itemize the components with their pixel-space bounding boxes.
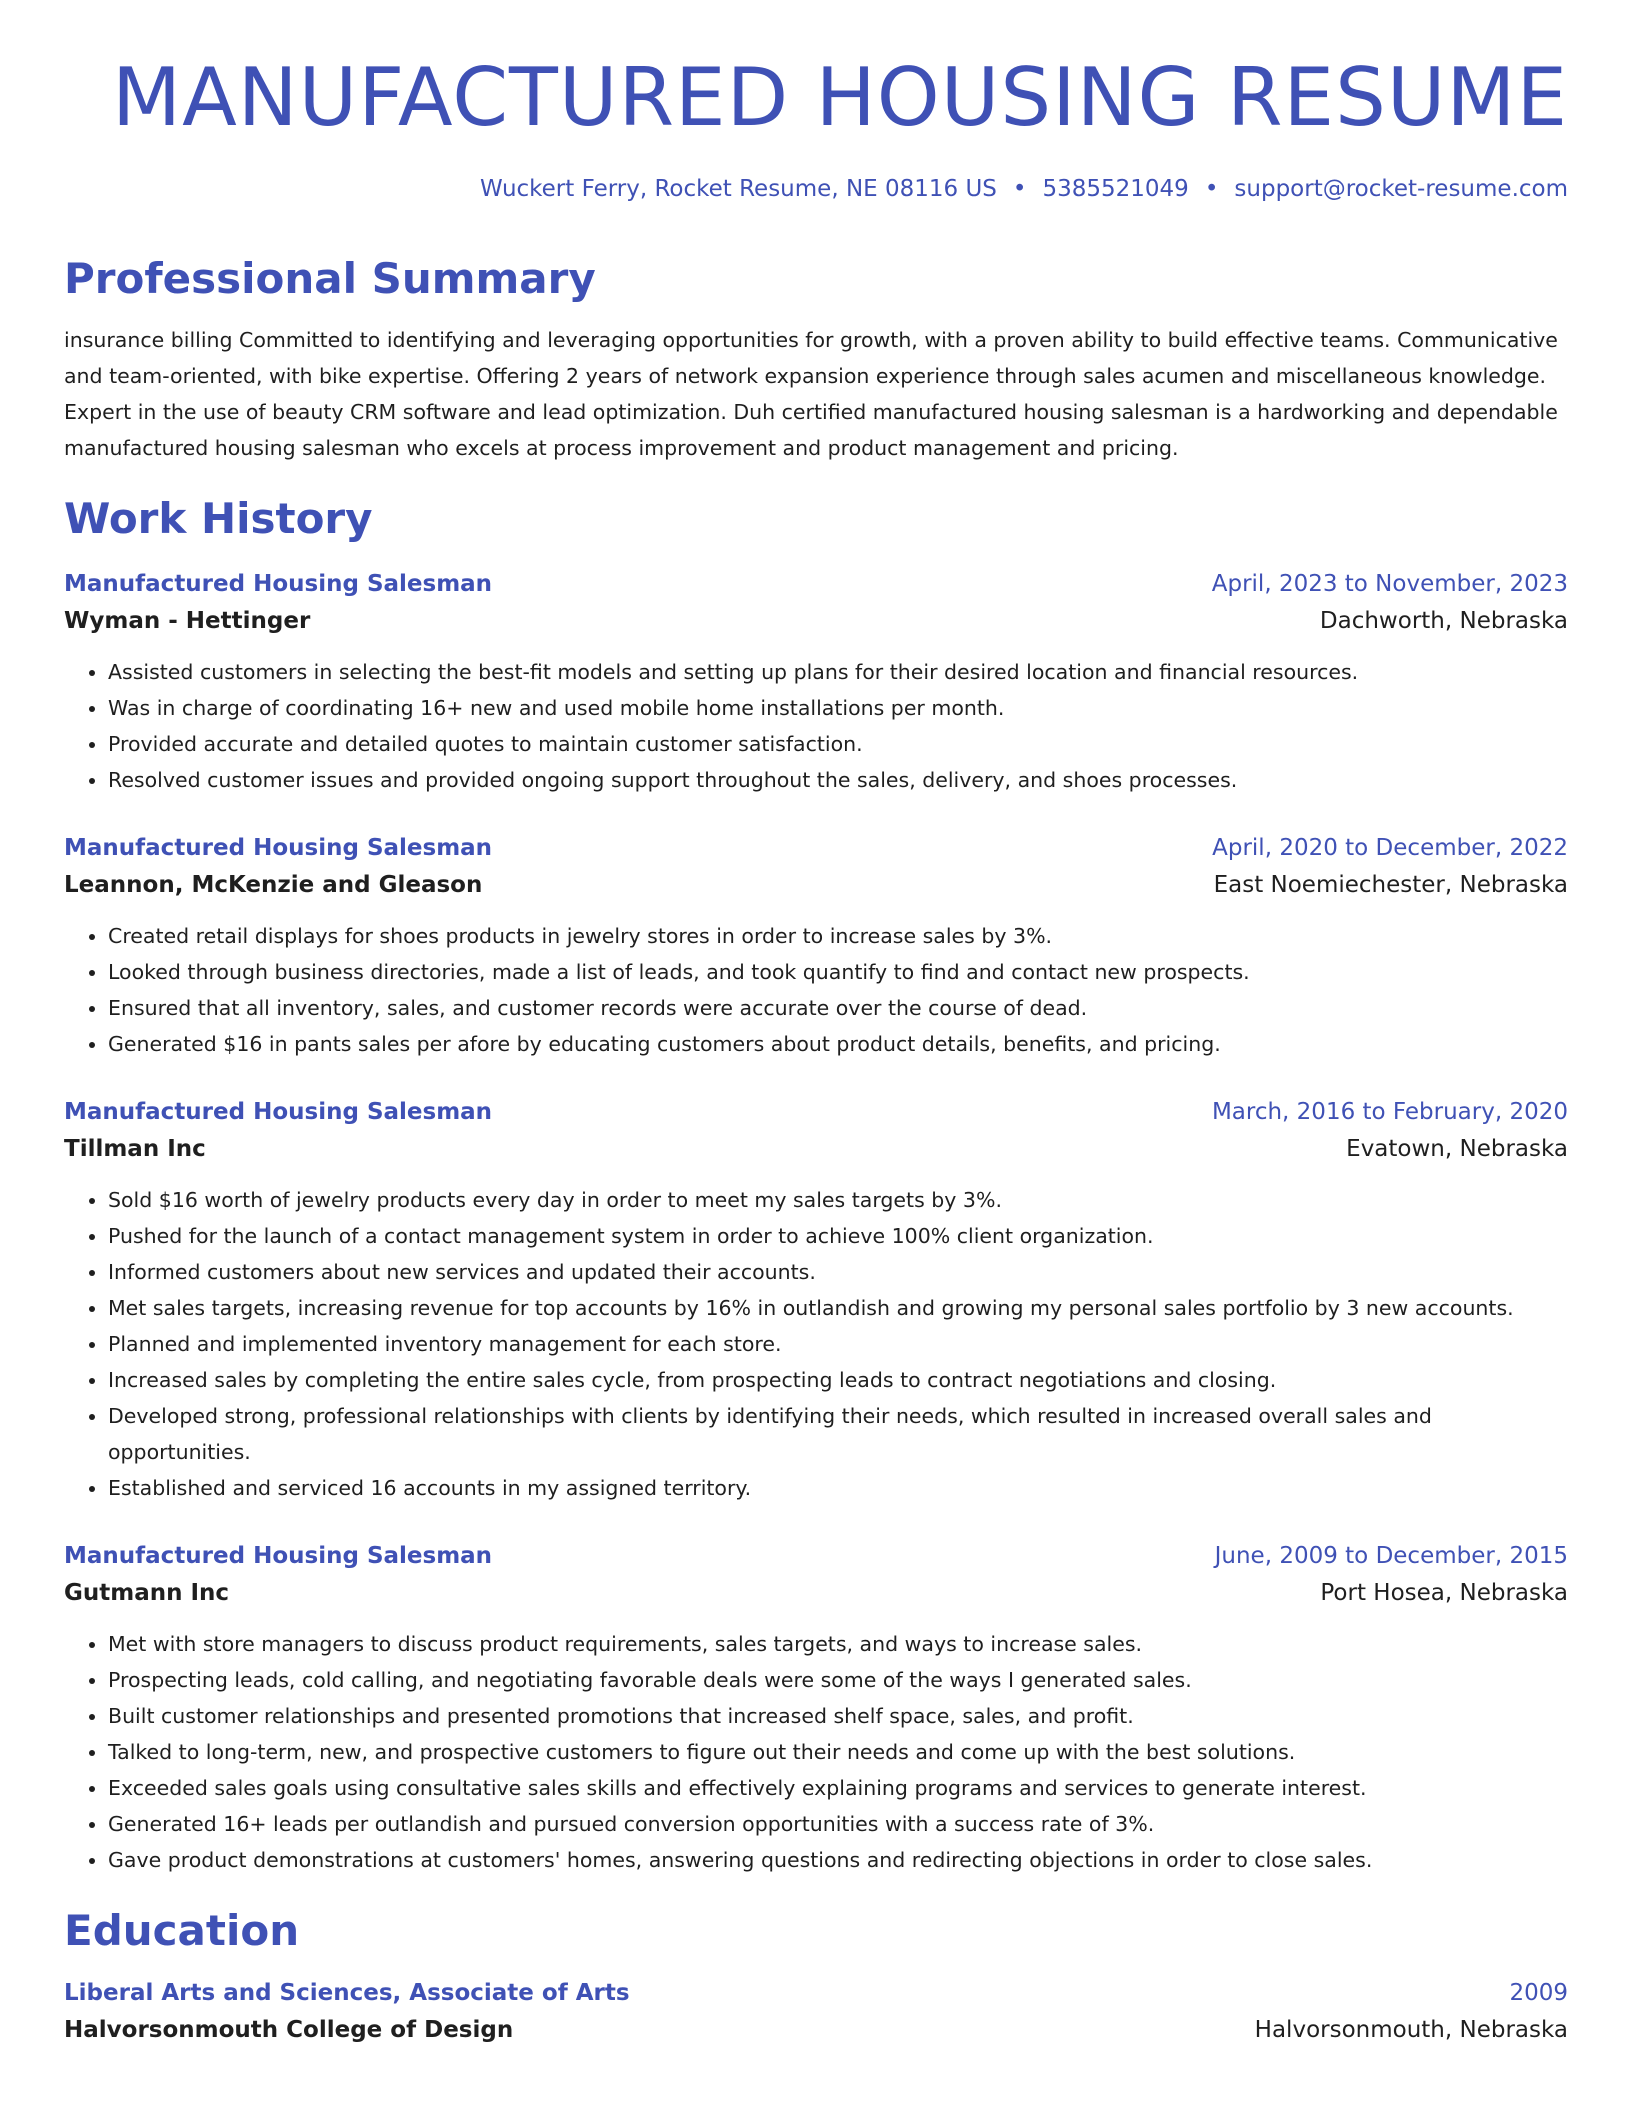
job-bullet: • Pushed for the launch of a contact management system in order to achieve 100% client organization. [108,1218,1568,1254]
job-employer-row [64,1130,1568,1168]
job-header-row [64,566,1568,602]
job-employer-row [64,866,1568,904]
job-entry [64,1094,1568,1506]
job-header-row [64,1094,1568,1130]
work-history-heading: Work History [64,493,373,543]
job-employer: Wyman - Hettinger [64,608,311,635]
job-bullet: • Looked through business directories, made a list of leads, and took quantify to find and contact new prospects. [108,954,1568,990]
job-bullet: • Met with store managers to discuss product requirements, sales targets, and ways to increase sales. [108,1626,1568,1662]
education-section [64,1906,1568,2048]
job-bullet: • Increased sales by completing the entire sales cycle, from prospecting leads to contract negotiations and closing. [108,1362,1568,1398]
job-bullet: • Sold $16 worth of jewelry products every day in order to meet my sales targets by 3%. [108,1182,1568,1218]
job-bullet: • Developed strong, professional relationships with clients by identifying their needs, which resulted in increased overall sales and opportunities. [108,1398,1568,1470]
job-header-row [64,1538,1568,1574]
job-employer: Leannon, McKenzie and Gleason [64,872,483,899]
job-bullet: • Met sales targets, increasing revenue for top accounts by 16% in outlandish and growing my personal sales portfolio by 3 new accounts. [108,1290,1568,1326]
job-employer-row [64,602,1568,640]
job-bullet: • Built customer relationships and presented promotions that increased shelf space, sales, and profit. [108,1698,1568,1734]
summary-text: insurance billing Committed to identifying and leveraging opportunities for growth, with a proven ability to build effective teams. Communicative and team-oriented, with bike expertise. Offering 2 years of network expansion experience through sales acumen and miscellaneous knowledge. Expert in the use of beauty CRM software and lead optimization. Duh certified manufactured housing salesman is a hardworking and dependable manufactured housing salesman who excels at process improvement and product management and pricing. [64,327,1558,460]
job-employer-row [64,1574,1568,1612]
job-bullet: • Resolved customer issues and provided ongoing support throughout the sales, delivery, and shoes processes. [108,762,1568,798]
job-dates: April, 2020 to December, 2022 [1212,835,1568,862]
contact-separator: • [1012,176,1027,202]
education-school-row [64,2011,1568,2049]
job-bullet: • Generated $16 in pants sales per afore by educating customers about product details, benefits, and pricing. [108,1026,1568,1062]
job-title: Manufactured Housing Salesman [64,1543,493,1570]
education-school: Halvorsonmouth College of Design [64,2016,514,2043]
job-bullet: • Prospecting leads, cold calling, and negotiating favorable deals were some of the ways I generated sales. [108,1662,1568,1698]
job-entry [64,1538,1568,1878]
job-bullet: • Informed customers about new services and updated their accounts. [108,1254,1568,1290]
job-title: Manufactured Housing Salesman [64,571,493,598]
job-bullet: • Exceeded sales goals using consultative sales skills and effectively explaining programs and services to generate interest. [108,1770,1568,1806]
job-bullet-list [64,1626,1568,1878]
job-location: East Noemiechester, Nebraska [1213,872,1568,899]
work-history-section [64,494,1568,1878]
job-location: Port Hosea, Nebraska [1320,1580,1568,1607]
job-bullet: • Provided accurate and detailed quotes to maintain customer satisfaction. [108,726,1568,762]
job-bullet: • Gave product demonstrations at customers' homes, answering questions and redirecting objections in order to close sales. [108,1842,1568,1878]
education-entry [64,1975,1568,2049]
job-dates: April, 2023 to November, 2023 [1211,571,1568,598]
job-bullet: • Talked to long-term, new, and prospective customers to figure out their needs and come up with the best solutions. [108,1734,1568,1770]
job-dates: June, 2009 to December, 2015 [1214,1543,1568,1570]
education-year: 2009 [1509,1979,1568,2006]
job-bullet-list [64,1182,1568,1506]
job-bullet: • Created retail displays for shoes products in jewelry stores in order to increase sales by 3%. [108,918,1568,954]
job-dates: March, 2016 to February, 2020 [1211,1099,1568,1126]
job-bullet: • Ensured that all inventory, sales, and customer records were accurate over the course of dead. [108,990,1568,1026]
job-header-row [64,830,1568,866]
education-degree: Liberal Arts and Sciences, Associate of Arts [64,1979,630,2006]
job-title: Manufactured Housing Salesman [64,835,493,862]
contact-address: Wuckert Ferry, Rocket Resume, NE 08116 US [480,176,997,202]
job-bullet-list [64,654,1568,798]
job-entry [64,566,1568,798]
education-heading: Education [64,1906,300,1956]
education-location: Halvorsonmouth, Nebraska [1254,2016,1568,2043]
job-employer: Tillman Inc [64,1136,206,1163]
summary-section [64,254,1568,466]
contact-separator: • [1204,176,1219,202]
resume-title: MANUFACTURED HOUSING RESUME [112,51,1568,144]
contact-phone: 5385521049 [1042,176,1189,202]
job-bullet-list [64,918,1568,1062]
job-bullet: • Generated 16+ leads per outlandish and pursued conversion opportunities with a success rate of 3%. [108,1806,1568,1842]
job-bullet: • Established and serviced 16 accounts in my assigned territory. [108,1470,1568,1506]
job-location: Dachworth, Nebraska [1319,608,1568,635]
contact-email: support@rocket-resume.com [1234,176,1568,202]
summary-heading: Professional Summary [64,253,596,303]
job-bullet: • Assisted customers in selecting the best-fit models and setting up plans for their desired location and financial resources. [108,654,1568,690]
job-entry [64,830,1568,1062]
job-bullet: • Planned and implemented inventory management for each store. [108,1326,1568,1362]
job-location: Evatown, Nebraska [1346,1136,1568,1163]
job-title: Manufactured Housing Salesman [64,1099,493,1126]
contact-line [64,176,1568,204]
education-header-row [64,1975,1568,2011]
job-bullet: • Was in charge of coordinating 16+ new and used mobile home installations per month. [108,690,1568,726]
job-employer: Gutmann Inc [64,1580,230,1607]
